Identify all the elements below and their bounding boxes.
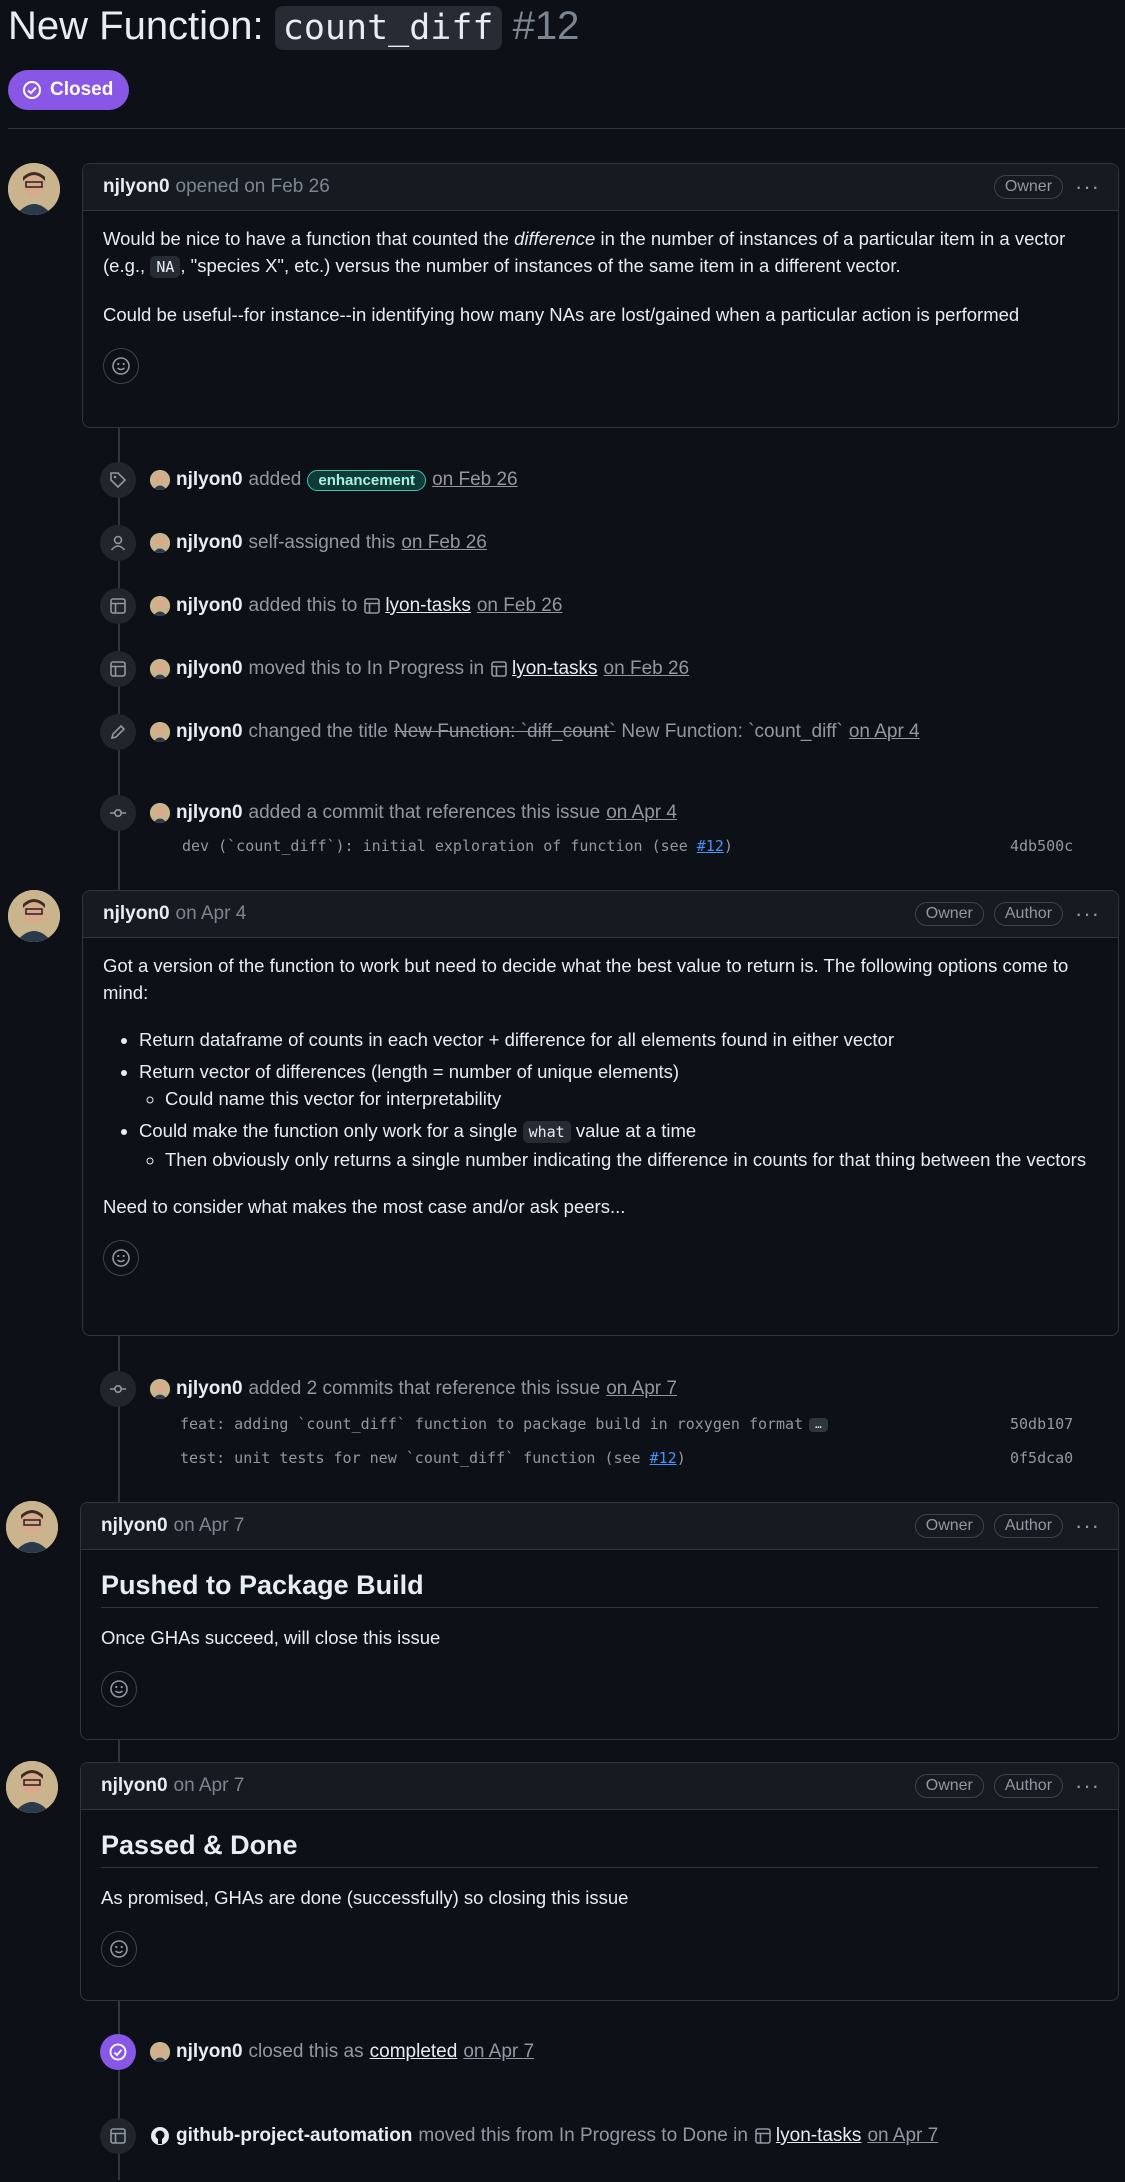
event-date[interactable]: on Feb 26 (432, 469, 518, 490)
event-action: self-assigned this (248, 532, 396, 553)
avatar[interactable] (8, 890, 60, 942)
event-user[interactable]: njlyon0 (176, 1378, 243, 1399)
issue-title-text: New Function: (8, 4, 275, 48)
event-closed (100, 2034, 534, 2070)
expand-commit-button[interactable]: … (809, 1418, 828, 1432)
event-date[interactable]: on Apr 4 (606, 802, 677, 823)
kebab-horizontal-icon[interactable]: ··· (1075, 901, 1100, 926)
avatar[interactable] (150, 533, 170, 553)
event-project-moved (100, 651, 689, 687)
event-date[interactable]: on Apr 7 (463, 2041, 535, 2062)
owner-badge: Owner (994, 175, 1063, 199)
comment (82, 890, 1119, 1336)
avatar[interactable] (150, 2042, 170, 2062)
add-reaction-button[interactable] (103, 1240, 139, 1276)
comment-body (83, 938, 1118, 1276)
avatar[interactable] (8, 163, 60, 215)
avatar[interactable] (150, 1379, 170, 1399)
commit-sha[interactable]: 50db107 (1010, 1415, 1074, 1433)
event-renamed (100, 714, 920, 750)
event-user[interactable]: github-project-automation (176, 2125, 413, 2146)
event-user[interactable]: njlyon0 (176, 2041, 243, 2062)
comment-paragraph: Need to consider what makes the most case and/or ask peers... (103, 1196, 626, 1217)
comment-meta[interactable]: opened on Feb 26 (175, 176, 330, 197)
comment-paragraph: Got a version of the function to work but need to decide what the best value to return is. The following options come to mind: (103, 955, 1069, 1003)
issue-state-label: Closed (50, 79, 114, 100)
comment-body (81, 1810, 1118, 1967)
event-action: changed the title (248, 721, 388, 742)
label-enhancement[interactable]: enhancement (307, 470, 426, 491)
comment-header (83, 891, 1118, 938)
table-icon (100, 588, 136, 624)
event-project-added (100, 588, 562, 624)
event-date[interactable]: on Feb 26 (603, 658, 690, 679)
event-date[interactable]: on Apr 4 (848, 721, 920, 742)
issue-ref-link[interactable]: #12 (649, 1449, 677, 1467)
event-commit-referenced (100, 795, 677, 831)
avatar[interactable] (150, 803, 170, 823)
event-commits-referenced (100, 1371, 677, 1407)
event-action: added 2 commits that reference this issue (248, 1378, 601, 1399)
commit-sha[interactable]: 4db500c (1010, 837, 1074, 855)
add-reaction-button[interactable] (103, 348, 139, 384)
person-icon (100, 525, 136, 561)
event-action: closed this as (248, 2041, 364, 2062)
git-commit-icon (100, 795, 136, 831)
comment-header (81, 1763, 1118, 1810)
smiley-icon (111, 1248, 131, 1268)
author-badge: Author (994, 1514, 1063, 1538)
kebab-horizontal-icon[interactable]: ··· (1075, 1773, 1100, 1798)
event-action: moved this to In Progress in (248, 658, 485, 679)
new-title: New Function: `count_diff` (621, 721, 843, 742)
comment-author[interactable]: njlyon0 (103, 176, 170, 197)
kebab-horizontal-icon[interactable]: ··· (1075, 174, 1100, 199)
list-item: • Return dataframe of counts in each vector + difference for all elements found in either vector (139, 1026, 1098, 1053)
event-user[interactable]: njlyon0 (176, 595, 243, 616)
avatar[interactable] (6, 1761, 58, 1813)
author-badge: Author (994, 1774, 1063, 1798)
commit-message[interactable]: feat: adding `count_diff` function to package build in roxygen format … (180, 1415, 828, 1433)
table-icon (363, 597, 381, 615)
event-action: moved this from In Progress to Done in (418, 2125, 748, 2146)
comment-paragraph: Could be useful--for instance--in identifying how many NAs are lost/gained when a particular action is performed (103, 304, 1020, 325)
issue-closed-icon (22, 80, 42, 100)
event-user[interactable]: njlyon0 (176, 469, 243, 490)
event-date[interactable]: on Apr 7 (867, 2125, 939, 2146)
close-reason-link[interactable]: completed (369, 2041, 458, 2062)
project-link[interactable]: lyon-tasks (385, 595, 471, 616)
comment-body (81, 1550, 1118, 1707)
event-user[interactable]: njlyon0 (176, 802, 243, 823)
table-icon (754, 2127, 772, 2145)
issue-title (8, 4, 579, 49)
add-reaction-button[interactable] (101, 1931, 137, 1967)
comment-header (81, 1503, 1118, 1550)
comment-heading: Pushed to Package Build (101, 1572, 1098, 1608)
smiley-icon (109, 1679, 129, 1699)
event-assigned (100, 525, 487, 561)
add-reaction-button[interactable] (101, 1671, 137, 1707)
list-item: ◦ Could name this vector for interpretability (165, 1085, 1098, 1112)
comment-paragraph: Once GHAs succeed, will close this issue (101, 1627, 441, 1648)
smiley-icon (109, 1939, 129, 1959)
event-user[interactable]: njlyon0 (176, 532, 243, 553)
comment-heading: Passed & Done (101, 1832, 1098, 1868)
table-icon (490, 660, 508, 678)
list-item: ◦ Then obviously only returns a single number indicating the difference in counts for that thing between the vectors (165, 1146, 1098, 1173)
avatar[interactable] (6, 1501, 58, 1553)
event-project-automation (100, 2118, 938, 2154)
project-link[interactable]: lyon-tasks (775, 2125, 862, 2146)
list-item: • Return vector of differences (length = number of unique elements) ◦ Could name this vector for interpretability (139, 1058, 1098, 1112)
comment (80, 1502, 1119, 1740)
event-labeled (100, 462, 518, 498)
event-action: added a commit that references this issue (248, 802, 601, 823)
event-user[interactable]: njlyon0 (176, 658, 243, 679)
header-divider (8, 128, 1125, 129)
table-icon (100, 2118, 136, 2154)
event-action: added (248, 469, 302, 490)
kebab-horizontal-icon[interactable]: ··· (1075, 1513, 1100, 1538)
options-list (103, 1026, 1098, 1173)
event-date[interactable]: on Feb 26 (401, 532, 487, 553)
issue-number: #12 (512, 4, 580, 48)
comment-author[interactable]: njlyon0 (101, 1515, 168, 1536)
github-mark-icon[interactable] (150, 2126, 170, 2146)
list-item: • Could make the function only work for a single what value at a time ◦ Then obviously only returns a single number indicating the difference in counts for that thing between the vectors (139, 1117, 1098, 1173)
comment-opening (82, 163, 1119, 428)
event-user[interactable]: njlyon0 (176, 721, 243, 742)
comment-header (83, 164, 1118, 211)
avatar[interactable] (150, 659, 170, 679)
event-date[interactable]: on Apr 7 (606, 1378, 677, 1399)
comment-author[interactable]: njlyon0 (103, 903, 170, 924)
event-date[interactable]: on Feb 26 (476, 595, 563, 616)
issue-title-code: count_diff (275, 6, 502, 50)
comment-paragraph: Would be nice to have a function that counted the difference in the number of instances of a particular item in a vector (e.g., NA , "species X", etc.) versus the number of instances of the same item in a different vector. (103, 228, 1066, 276)
comment-meta[interactable]: on Apr 4 (175, 903, 247, 924)
owner-badge: Owner (915, 1514, 984, 1538)
comment-meta[interactable]: on Apr 7 (173, 1515, 245, 1536)
comment (80, 1762, 1119, 2001)
issue-ref-link[interactable]: #12 (696, 837, 724, 855)
check-circle-icon (100, 2034, 136, 2070)
comment-paragraph: As promised, GHAs are done (successfully) so closing this issue (101, 1887, 629, 1908)
table-icon (100, 651, 136, 687)
commit-message[interactable]: dev (`count_diff`): initial exploration of function (see #12) (182, 837, 733, 855)
event-action: added this to (248, 595, 358, 616)
commit-sha[interactable]: 0f5dca0 (1010, 1449, 1074, 1467)
git-commit-icon (100, 1371, 136, 1407)
avatar[interactable] (150, 596, 170, 616)
comment-meta[interactable]: on Apr 7 (173, 1775, 245, 1796)
old-title: New Function: `diff_count` (393, 721, 616, 742)
owner-badge: Owner (915, 902, 984, 926)
author-badge: Author (994, 902, 1063, 926)
comment-body (83, 211, 1118, 384)
issue-state-badge (8, 70, 129, 110)
avatar[interactable] (150, 722, 170, 742)
commit-message[interactable]: test: unit tests for new `count_diff` function (see #12) (180, 1449, 686, 1467)
avatar[interactable] (150, 470, 170, 490)
pencil-icon (100, 714, 136, 750)
project-link[interactable]: lyon-tasks (512, 658, 598, 679)
tag-icon (100, 462, 136, 498)
smiley-icon (111, 356, 131, 376)
comment-author[interactable]: njlyon0 (101, 1775, 168, 1796)
owner-badge: Owner (915, 1774, 984, 1798)
